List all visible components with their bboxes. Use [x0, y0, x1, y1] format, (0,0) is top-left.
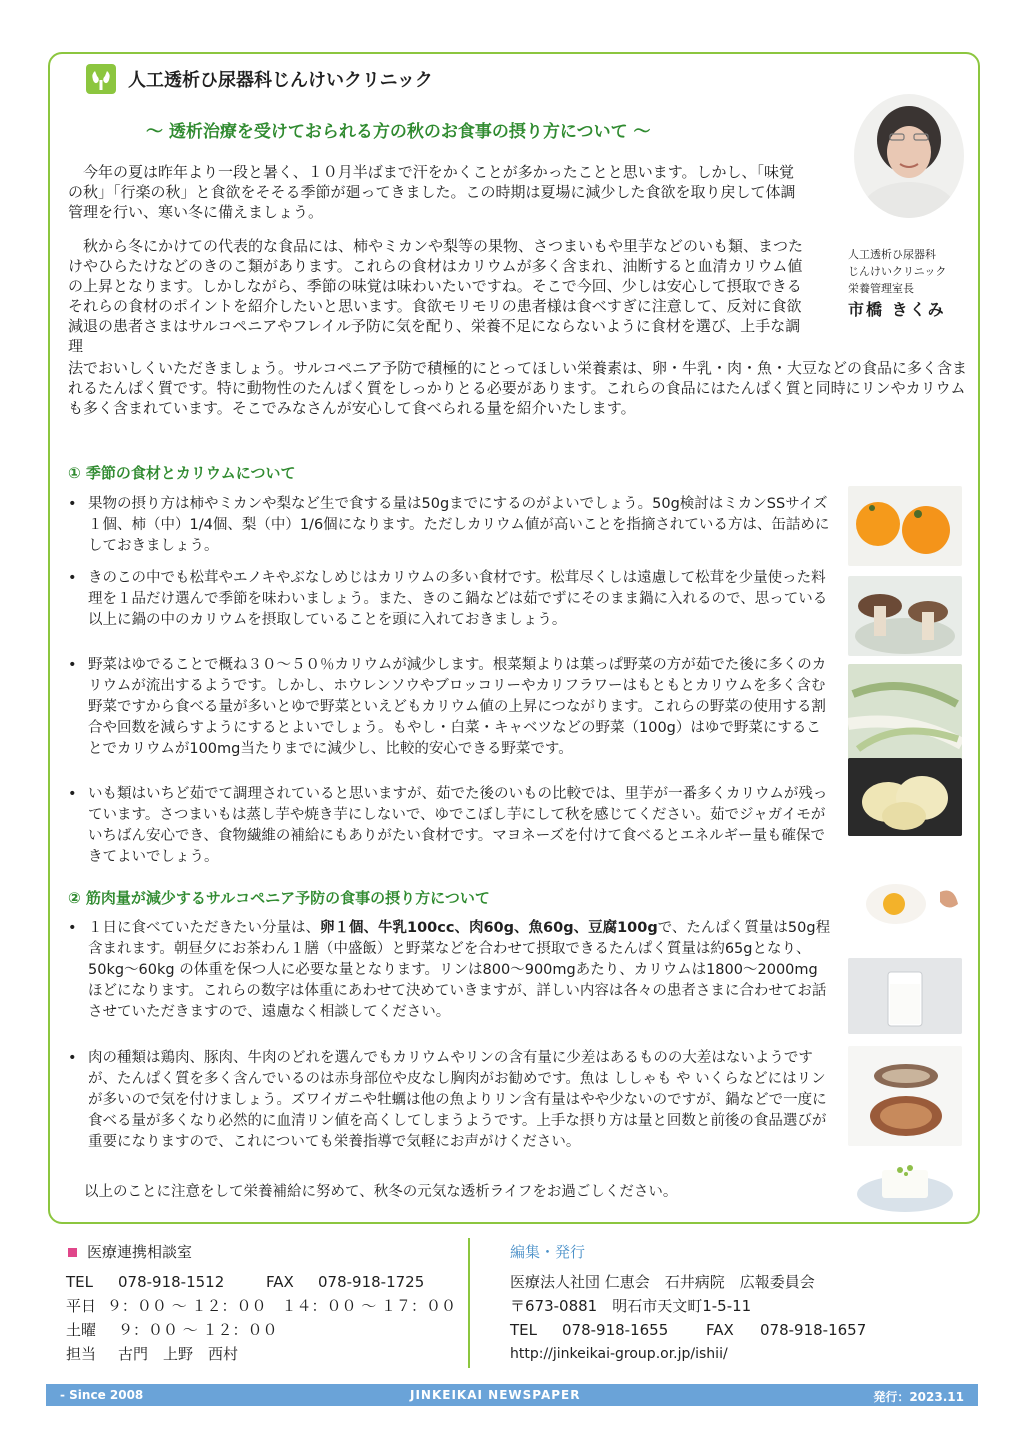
- consultation-heading-text: 医療連携相談室: [87, 1243, 193, 1261]
- square-bullet-icon: [68, 1248, 77, 1257]
- tel-number: 078-918-1512: [118, 1273, 225, 1291]
- clinic-name: 人工透析ひ尿器科じんけいクリニック: [128, 70, 433, 91]
- author-org1: 人工透析ひ尿器科: [848, 248, 936, 261]
- author-name: 市橋 きくみ: [848, 300, 946, 319]
- amounts-text-post: で、たんぱく質量は50g程含まれます。朝昼夕にお茶わん１膳（中盛飯）と野菜などを合わせて摂取できるたんぱく質量は約65gとなり、50kg～60kg の体重を保つ人に必要な量となります。リンは800～900mgあたり、カリウムは1800～2000mgほどになります。これらの数字は体重にあわせて決めていきますが、詳しい内容は各々の患者さまに合わせてお話させていただきますので、遠慮なく相談してください。: [88, 920, 831, 1020]
- grilled-meat-photo: [848, 1046, 962, 1146]
- weekday-hours-row: [66, 1294, 456, 1318]
- section2-heading: ② 筋肉量が減少するサルコペニア予防の食事の摂り方について: [68, 889, 490, 907]
- mushroom-photo: [848, 576, 962, 656]
- fax-number: 078-918-1725: [318, 1273, 425, 1291]
- publisher-info: [510, 1240, 970, 1366]
- section1-bullet-vegetable: • 野菜はゆでることで概ね３０～５０％カリウムが減少します。根菜類よりは葉っぱ野菜の方が茹でた後に多くのカリウムが流出するようです。しかし、ホウレンソウやブロッコリーやカリフラワーはもともとカリウムを多く含む野菜ですから食べる量が多いとゆで野菜といえどもカリウム値の上昇につながります。これらの野菜の使用する割合や回数を減らすようにするとよいでしょう。もやし・白菜・キャベツなどの野菜（100g）はゆで野菜にすることでカリウムが100mg当たりまでに減少し、比較的安心できる野菜です。: [68, 655, 832, 760]
- weekday-label: 平日: [66, 1297, 97, 1315]
- intro-paragraph-1: 今年の夏は昨年より一段と暑く、１０月半ばまで汗をかくことが多かったことと思います。しかし、「味覚の秋」「行楽の秋」と食欲をそそる季節が廻ってきました。この時期は夏場に減少した食欲を取り戻して体調管理を行い、寒い冬に備えましょう。: [68, 163, 796, 221]
- publisher-org: 医療法人社団 仁恵会 石井病院 広報委員会: [510, 1273, 815, 1291]
- section1-heading: ① 季節の食材とカリウムについて: [68, 464, 296, 482]
- consultation-heading: [66, 1240, 456, 1264]
- amounts-text-bold: 卵１個、牛乳100cc、肉60g、魚60g、豆腐100g: [320, 920, 658, 936]
- intro-paragraph-3: 法でおいしくいただきましょう。サルコペニア予防で積極的にとってほしい栄養素は、卵・牛乳・肉・魚・大豆などの食品に多く含まれるたんぱく質です。特に動物性のたんぱく質をしっかりとる必要があります。これらの食品にはたんぱく質と同時にリンやカリウムも多く含まれています。そこでみなさんが安心して食べられる量を紹介いたします。: [68, 359, 967, 417]
- section2-bullet-meat: • 肉の種類は鶏肉、豚肉、牛肉のどれを選んでもカリウムやリンの含有量に少差はあるものの大差はないようですが、たんぱく質を多く含んでいるのは赤身部位や皮なし胸肉がお勧めです。魚は ししゃも や いくらなどにはリンが多いので気を付けましょう。ズワイガニや牡蠣は他の魚よりリン含有量はやや少ないのですが、鍋などで一度に食べる量が多くなり必然的に血清リン値を高くしてしまうようです。上手な摂り方は量と回数と前後の食品選びが重要になりますので、これについても栄養指導で気軽にお声がけください。: [68, 1048, 832, 1153]
- potato-photo: [848, 758, 962, 836]
- publisher-address: 〒673-0881 明石市天文町1-5-11: [510, 1297, 752, 1315]
- publisher-contact-row: [510, 1318, 970, 1342]
- milk-photo: [848, 958, 962, 1034]
- publisher-tel-label: TEL: [510, 1321, 537, 1339]
- publisher-url[interactable]: http://jinkeikai-group.or.jp/ishii/: [510, 1346, 728, 1362]
- tofu-photo: [848, 1146, 962, 1220]
- fax-label: FAX: [266, 1273, 294, 1291]
- weekday-hours: ９：００ ～ １２：００ １４：００ ～ １７：００: [106, 1297, 456, 1315]
- saturday-label: 土曜: [66, 1321, 97, 1339]
- saturday-hours-row: [66, 1318, 456, 1342]
- author-block: [848, 246, 976, 318]
- footer-divider: [468, 1238, 470, 1368]
- publisher-fax-label: FAX: [706, 1321, 734, 1339]
- tel-label: TEL: [66, 1273, 93, 1291]
- clinic-logo-icon: [86, 64, 116, 94]
- staff-row: [66, 1342, 456, 1366]
- newspaper-bar: [46, 1384, 978, 1406]
- closing-text: 以上のことに注意をして栄養補給に努めて、秋冬の元気な透析ライフをお過ごしください。: [84, 1184, 678, 1200]
- author-photo: [854, 94, 964, 218]
- publisher-heading: 編集・発行: [510, 1243, 586, 1261]
- publisher-fax: 078-918-1657: [760, 1321, 867, 1339]
- newspaper-name: JINKEIKAI NEWSPAPER: [410, 1388, 581, 1402]
- consultation-office: [66, 1240, 456, 1366]
- issue-date: 発行：2023.11: [873, 1390, 964, 1404]
- since-label: - Since 2008: [60, 1388, 144, 1402]
- clinic-header: [86, 64, 433, 94]
- egg-photo: [848, 864, 962, 942]
- amounts-text-pre: １日に食べていただきたい分量は、: [88, 920, 320, 936]
- article-title: ～ 透析治療を受けておられる方の秋のお食事の摂り方について ～: [146, 122, 651, 142]
- staff-label: 担当: [66, 1345, 97, 1363]
- author-org2: じんけいクリニック: [848, 265, 947, 278]
- author-role: 栄養管理室長: [848, 282, 914, 295]
- consultation-contact-row: [66, 1270, 456, 1294]
- publisher-tel: 078-918-1655: [562, 1321, 669, 1339]
- staff-names: 古門 上野 西村: [118, 1345, 239, 1363]
- section2-bullet-amounts: [68, 918, 832, 1023]
- saturday-hours: ９：００ ～ １２：００: [118, 1321, 278, 1339]
- section1-bullet-fruit: • 果物の摂り方は柿やミカンや梨など生で食する量は50gまでにするのがよいでしょう。50g検討はミカンSSサイズ１個、柿（中）1/4個、梨（中）1/6個になります。ただしカリウム値が高いことを指摘されている方は、缶詰めにしておきましょう。: [68, 494, 832, 557]
- intro-paragraph-2: 秋から冬にかけての代表的な食品には、柿やミカンや梨等の果物、さつまいもや里芋などのいも類、まつたけやひらたけなどのきのこ類があります。これらの食材はカリウムが多く含まれ、油断すると血清カリウム値の上昇となります。しかしながら、季節の味覚は味わいたいですね。そこで今回、少しは安心して摂取できるそれらの食材のポイントを紹介したいと思います。食欲モリモリの患者様は食べすぎに注意して、反対に食欲減退の患者さまはサルコペニアやフレイル予防に気を配り、栄養不足にならないように食材を選び、上手な調理: [68, 237, 804, 355]
- mandarin-photo: [848, 486, 962, 566]
- vegetable-photo: [848, 664, 962, 760]
- section1-bullet-mushroom: • きのこの中でも松茸やエノキやぶなしめじはカリウムの多い食材です。松茸尽くしは遠慮して松茸を少量使った料理を１品だけ選んで季節を味わいましょう。また、きのこ鍋などは茹でずにそのまま鍋に入れるので、思っている以上に鍋の中のカリウムを摂取していることを頭に入れておきましょう。: [68, 568, 832, 631]
- section1-bullet-potato: • いも類はいちど茹でて調理されていると思いますが、茹でた後のいもの比較では、里芋が一番多くカリウムが残っています。さつまいもは蒸し芋や焼き芋にしないで、ゆでこぼし芋にして秋を感じてください。茹でジャガイモがいちばん安心でき、食物繊維の補給にもありがたい食材です。マヨネーズを付けて食べるとエネルギー量も確保できてよいでしょう。: [68, 784, 832, 868]
